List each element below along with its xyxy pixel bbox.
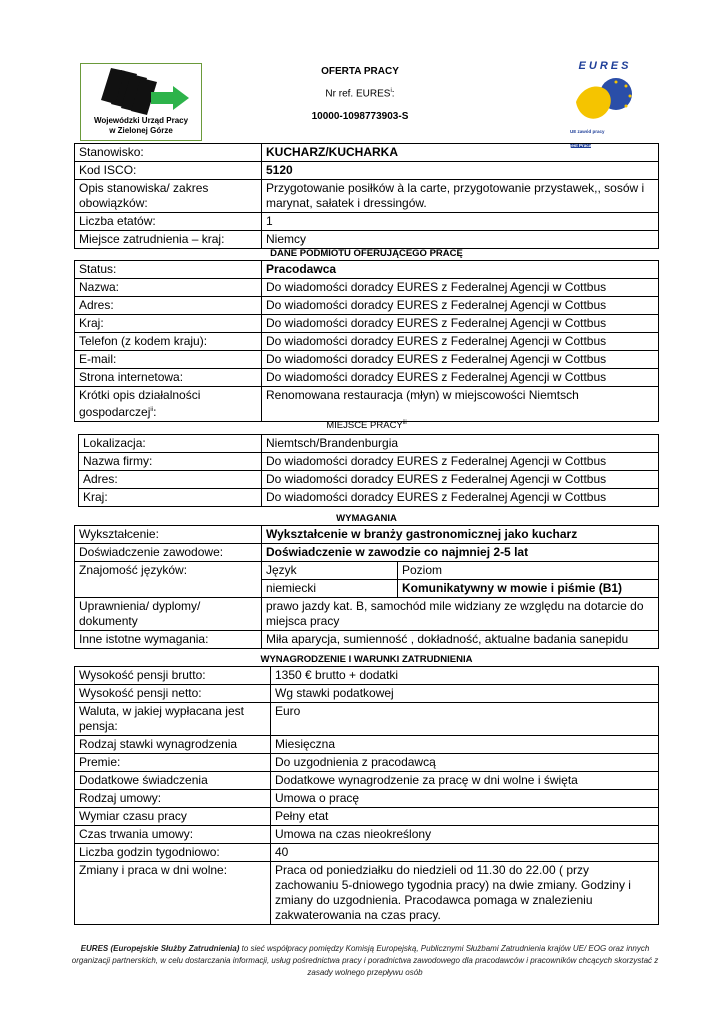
row-label-text: Adres: [79, 298, 114, 312]
row-label [75, 844, 271, 862]
row-value: Do wiadomości doradcy EURES z Federalnej Agencji w Cottbus [262, 489, 659, 507]
eures-logo-sub-2: jest Praca [570, 143, 592, 148]
row-label-text: Opis stanowiska/ zakres obowiązków: [79, 181, 209, 210]
table-row [75, 369, 659, 387]
row-value: Pełny etat [271, 808, 659, 826]
table-row [75, 844, 659, 862]
row-value: KUCHARZ/KUCHARKA [262, 144, 659, 162]
language-column-header: Język [262, 562, 398, 580]
row-label-text: Wymiar czasu pracy [79, 809, 187, 823]
table-row [75, 703, 659, 736]
row-value: 1 [262, 213, 659, 231]
eures-logo-text: EURES [578, 60, 632, 72]
row-value: Dodatkowe wynagrodzenie za pracę w dni wolne i święta [271, 772, 659, 790]
permits-value: prawo jazdy kat. B, samochód mile widziany ze względu na dotarcie do miejsca pracy [262, 598, 659, 631]
row-label-text: E-mail: [79, 352, 117, 366]
row-value: 40 [271, 844, 659, 862]
row-label-text: Zmiany i praca w dni wolne: [79, 863, 228, 877]
experience-value: Doświadczenie w zawodzie co najmniej 2-5 lat [262, 544, 659, 562]
row-label-text: Waluta, w jakiej wypłacana jest pensja: [79, 704, 244, 733]
row-label [75, 369, 262, 387]
row-label [75, 279, 262, 297]
row-value: Niemcy [262, 231, 659, 249]
table-row [75, 231, 659, 249]
row-label-text: Nazwa firmy: [83, 454, 153, 468]
row-label-text: Kraj: [79, 316, 104, 330]
level-column-header: Poziom [398, 562, 659, 580]
row-label-text: Telefon (z kodem kraju): [79, 334, 208, 348]
row-label [75, 387, 262, 422]
requirements-section-title: WYMAGANIA [336, 513, 397, 524]
table-row [75, 790, 659, 808]
footer-note: EURES (Europejskie Służby Zatrudnienia) to sieć współpracy pomiędzy Komisją Europejską, Publicznymi Służbami Zatrudnienia krajów UE/ EOG oraz innych organizacji partnerskich, w celu dostarczania informacji, usług pośrednictwa pracy i poradnictwa zawodowego dla pracodawców i pracowników chcących skorzystać z zasady wolnego przepływu osób [71, 944, 659, 977]
table-row [75, 598, 659, 631]
row-label-text: Stanowisko: [79, 145, 144, 159]
row-value: Euro [271, 703, 659, 736]
row-label-text: Status: [79, 262, 117, 276]
table-row [75, 162, 659, 180]
row-label [75, 862, 271, 925]
row-value: Do wiadomości doradcy EURES z Federalnej Agencji w Cottbus [262, 351, 659, 369]
row-label [75, 213, 262, 231]
row-label-text: Liczba godzin tygodniowo: [79, 845, 220, 859]
row-value: Umowa o pracę [271, 790, 659, 808]
footnote-marker: ii [150, 407, 154, 413]
job-table [74, 143, 659, 249]
row-label-text: Kod ISCO: [79, 163, 137, 177]
row-label [75, 790, 271, 808]
eures-hand-icon [570, 72, 640, 124]
row-value: Do uzgodnienia z pracodawcą [271, 754, 659, 772]
row-value: Do wiadomości doradcy EURES z Federalnej Agencji w Cottbus [262, 453, 659, 471]
table-row [75, 826, 659, 844]
table-row [75, 808, 659, 826]
table-row [75, 754, 659, 772]
row-value: Do wiadomości doradcy EURES z Federalnej Agencji w Cottbus [262, 297, 659, 315]
table-row [75, 333, 659, 351]
document-title: OFERTA PRACY [321, 66, 399, 77]
table-row [75, 279, 659, 297]
row-label [75, 333, 262, 351]
row-label-text: Czas trwania umowy: [79, 827, 194, 841]
row-value: Pracodawca [262, 261, 659, 279]
table-row [79, 471, 659, 489]
row-value: Do wiadomości doradcy EURES z Federalnej Agencji w Cottbus [262, 369, 659, 387]
table-row [75, 297, 659, 315]
logo-caption-line-1: Wojewódzki Urząd Pracy [93, 116, 189, 125]
table-row [75, 667, 659, 685]
salary-section-title: WYNAGRODZENIE I WARUNKI ZATRUDNIENIA [260, 654, 473, 665]
row-value: Do wiadomości doradcy EURES z Federalnej Agencji w Cottbus [262, 333, 659, 351]
table-row [75, 315, 659, 333]
row-label-text: Dodatkowe świadczenia [79, 773, 208, 787]
row-label [75, 297, 262, 315]
row-label [75, 162, 262, 180]
row-label-text: Rodzaj stawki wynagrodzenia [79, 737, 238, 751]
education-label: Wykształcenie: [75, 526, 262, 544]
row-value: Do wiadomości doradcy EURES z Federalnej Agencji w Cottbus [262, 471, 659, 489]
table-row [75, 387, 659, 422]
row-label-text: Premie: [79, 755, 121, 769]
table-row [79, 489, 659, 507]
row-label [75, 808, 271, 826]
row-label [75, 667, 271, 685]
row-label [79, 453, 262, 471]
row-value: Do wiadomości doradcy EURES z Federalnej Agencji w Cottbus [262, 279, 659, 297]
row-label [75, 144, 262, 162]
row-label [75, 703, 271, 736]
row-label-text: Wysokość pensji netto: [79, 686, 202, 700]
table-row [75, 562, 659, 580]
row-label [75, 180, 262, 213]
row-label [79, 489, 262, 507]
table-row [79, 435, 659, 453]
row-label [75, 754, 271, 772]
table-row [75, 544, 659, 562]
table-row [75, 685, 659, 703]
row-value: Do wiadomości doradcy EURES z Federalnej Agencji w Cottbus [262, 315, 659, 333]
requirements-table [74, 525, 659, 649]
table-row [75, 351, 659, 369]
row-label-text: Strona internetowa: [79, 370, 184, 384]
row-label [75, 315, 262, 333]
row-label [75, 685, 271, 703]
row-value: 1350 € brutto + dodatki [271, 667, 659, 685]
place-table [78, 434, 659, 507]
table-row [75, 526, 659, 544]
row-label-text: Liczba etatów: [79, 214, 156, 228]
row-label [75, 736, 271, 754]
row-label [79, 471, 262, 489]
row-label-text: Krótki opis działalności gospodarczej [79, 388, 201, 419]
row-value: Renomowana restauracja (młyn) w miejscowości Niemtsch [262, 387, 659, 422]
table-row [75, 180, 659, 213]
eures-logo-sub-1: UE zawód pracy [570, 129, 605, 134]
table-row [79, 453, 659, 471]
row-value: Wg stawki podatkowej [271, 685, 659, 703]
level-value: Komunikatywny w mowie i piśmie (B1) [398, 580, 659, 598]
row-label-end: : [153, 405, 157, 419]
table-row [75, 144, 659, 162]
wup-logo [80, 63, 202, 141]
logo-caption-line-2: w Zielonej Górze [109, 126, 173, 135]
row-label-text: Adres: [83, 472, 118, 486]
table-row [75, 862, 659, 925]
row-label-text: Lokalizacja: [83, 436, 146, 450]
language-value: niemiecki [262, 580, 398, 598]
row-label [75, 351, 262, 369]
row-value: Niemtsch/Brandenburgia [262, 435, 659, 453]
table-row [75, 736, 659, 754]
row-label-text: Miejsce zatrudnienia – kraj: [79, 232, 225, 246]
table-row [75, 772, 659, 790]
row-label-text: Rodzaj umowy: [79, 791, 162, 805]
row-value: Umowa na czas nieokreślony [271, 826, 659, 844]
other-requirements-label: Inne istotne wymagania: [75, 631, 262, 649]
ref-number: 10000-1098773903-S [311, 111, 409, 122]
row-value: 5120 [262, 162, 659, 180]
languages-label: Znajomość języków: [75, 562, 262, 598]
salary-table [74, 666, 659, 925]
employer-table [74, 260, 659, 422]
row-value: Praca od poniedziałku do niedzieli od 11.30 do 22.00 ( przy zachowaniu 5-dniowego tygodnia pracy) na dwie zmiany. Godziny i zmiany do uzgodnienia. Pracodawca pomaga w znalezieniu zakwaterowania na czas pracy. [271, 862, 659, 925]
row-label [75, 231, 262, 249]
row-label [75, 772, 271, 790]
table-row [75, 213, 659, 231]
eures-logo [570, 60, 640, 148]
wup-logo-graphic-icon [81, 64, 201, 120]
row-label-text: Nazwa: [79, 280, 120, 294]
experience-label: Doświadczenie zawodowe: [75, 544, 262, 562]
table-row [75, 261, 659, 279]
row-label [75, 826, 271, 844]
permits-label: Uprawnienia/ dyplomy/ dokumenty [75, 598, 262, 631]
row-label [75, 261, 262, 279]
other-requirements-value: Miła aparycja, sumienność , dokładność, aktualne badania sanepidu [262, 631, 659, 649]
row-label-text: Wysokość pensji brutto: [79, 668, 206, 682]
education-value: Wykształcenie w branży gastronomicznej jako kucharz [262, 526, 659, 544]
ref-label: Nr ref. EURES$^i$: [325, 88, 395, 100]
row-value: Przygotowanie posiłków à la carte, przygotowanie przystawek,, sosów i marynat, sałatek i dressingów. [262, 180, 659, 213]
employer-section-title: DANE PODMIOTU OFERUJĄCEGO PRACĘ [270, 248, 463, 259]
row-label [79, 435, 262, 453]
table-row [75, 631, 659, 649]
row-label-text: Kraj: [83, 490, 108, 504]
place-section-title: MIEJSCE PRACY$^{iii}$ [326, 420, 407, 432]
row-value: Miesięczna [271, 736, 659, 754]
